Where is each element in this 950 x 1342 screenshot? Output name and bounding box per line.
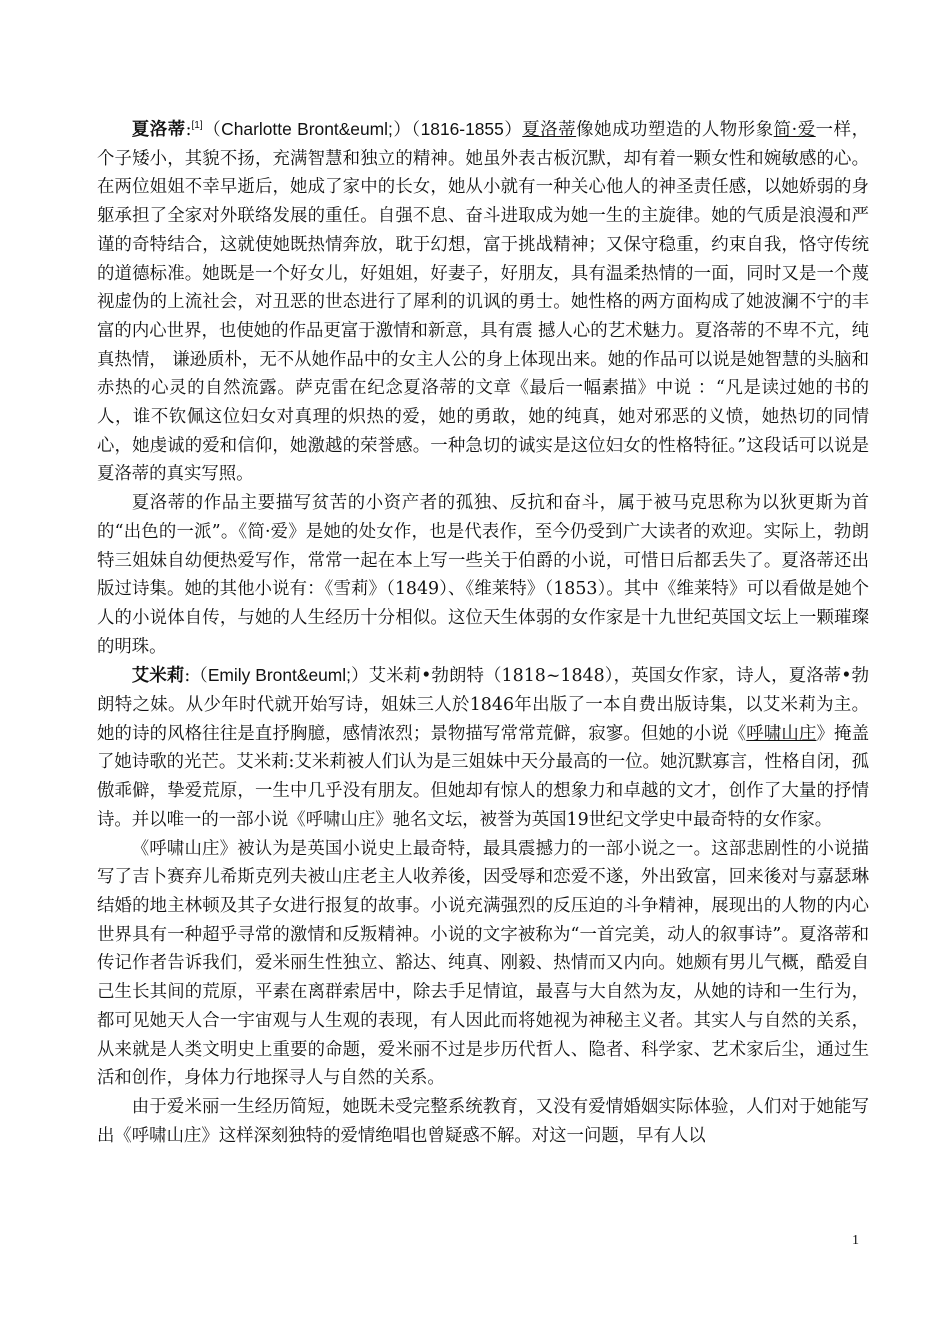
charlotte-text-part2: 一样，个子矮小，其貌不扬，充满智慧和独立的精神。她虽外表古板沉默，却有着一颗女性和婉敏感的心。在两位姐姐不幸早逝后，她成了家中的长女，她从小就有一种关心他人的神圣责任感，以她娇弱的身躯承担了全家对外联络发展的重任。自强不息、奋斗进取成为她一生的主旋律。她的气质是浪漫和严谨的奇特结合，这就使她既热情奔放，耽于幻想，富于挑战精神；又保守稳重，约束自我，恪守传统的道德标准。她既是一个好女儿，好姐姐，好妻子，好朋友，具有温柔热情的一面，同时又是一个蔑视虚伪的上流社会，对丑恶的世态进行了犀利的讥讽的勇士。她性格的两方面构成了她波澜不宁的丰富的内心世界，也使她的作品更富于激情和新意，具有震 撼人心的艺术魅力。夏洛蒂的不卑不亢，纯真热情， 谦逊质朴，无不从她作品中的女主人公的身上体现出来。她的作品可以说是她智慧的头脑和赤热的心灵的自然流露。萨克雷在纪念夏洛蒂的文章《最后一幅素描》中说 ：“凡是读过她的书的人，谁不钦佩这位妇女对真理的炽热的爱，她的勇敢，她的纯真，她对邪恶的义愤，她热切的同情心，她虔诚的爱和信仰，她激越的荣誉感。一种急切的诚实是这位妇女的性格特征。”这段话可以说是夏洛蒂的真实写照。 — [97, 120, 869, 485]
page-number: 1 — [852, 1233, 859, 1248]
charlotte-name-heading: 夏洛蒂 — [131, 119, 186, 139]
emily-latin-name: （Emily Bront&euml;） — [190, 665, 369, 686]
paragraph-emily — [97, 661, 869, 834]
wuthering-heights-hyperlink[interactable]: 呼啸山庄 — [746, 723, 817, 744]
paragraph-emily-experience: 由于爱米丽一生经历简短，她既未受完整系统教育，又没有爱情婚姻实际体验，人们对于她能写出《呼啸山庄》这样深刻独特的爱情绝唱也曾疑惑不解。对这一问题，早有人以 — [97, 1096, 869, 1146]
jane-eyre-hyperlink[interactable]: 简·爱 — [773, 120, 816, 140]
paragraph-charlotte — [97, 115, 869, 489]
charlotte-latin-name: （Charlotte Bront&euml;）（1816-1855） — [202, 119, 523, 139]
paragraph-wuthering-heights: 《呼啸山庄》被认为是英国小说史上最奇特，最具震撼力的一部小说之一。这部悲剧性的小说描写了吉卜赛弃儿希斯克列夫被山庄老主人收养後，因受辱和恋爱不遂，外出致富，回来後对与嘉瑟琳结婚的地主林顿及其子女进行报复的故事。小说充满强烈的反压迫的斗争精神，展现出的人物的内心世界具有一种超乎寻常的激情和反叛精神。小说的文字被称为“一首完美，动人的叙事诗”。夏洛蒂和传记作者告诉我们，爱米丽生性独立、豁达、纯真、刚毅、热情而又内向。她颇有男儿气概，酷爱自己生长其间的荒原，平素在离群索居中，除去手足情谊，最喜与大自然为友，从她的诗和一生行为，都可见她天人合一宇宙观与人生观的表现，有人因此而将她视为神秘主义者。其实人与自然的关系，从来就是人类文明史上重要的命题，爱米丽不过是步历代哲人、隐者、科学家、艺术家后尘，通过生活和创作，身体力行地探寻人与自然的关系。 — [97, 838, 869, 1089]
emily-colon: : — [184, 666, 191, 687]
charlotte-text-part1: 像她成功塑造的人物形象 — [576, 120, 774, 140]
document-body — [97, 115, 869, 1150]
footnote-reference-link[interactable]: [1] — [191, 120, 203, 132]
paragraph-charlotte-works: 夏洛蒂的作品主要描写贫苦的小资产者的孤独、反抗和奋斗，属于被马克思称为以狄更斯为首的“出色的一派”。《简·爱》是她的处女作，也是代表作，至今仍受到广大读者的欢迎。实际上，勃朗特三姐妹自幼便热爱写作，常常一起在本上写一些关于伯爵的小说，可惜日后都丢失了。夏洛蒂还出版过诗集。她的其他小说有：《雪莉》（1849）、《维莱特》（1853）。其中《维莱特》可以看做是她个人的小说体自传，与她的人生经历十分相似。这位天生体弱的女作家是十九世纪英国文坛上一颗璀璨的明珠。 — [97, 493, 869, 657]
emily-text-part2: 》掩盖了她诗歌的光芒。艾米莉:艾米莉被人们认为是三姐妹中天分最高的一位。她沉默寡言，性格自闭，孤傲乖僻，挚爱荒原，一生中几乎没有朋友。但她却有惊人的想象力和卓越的文才，创作了大量的抒情诗。并以唯一的一部小说《呼啸山庄》驰名文坛，被誉为英国19世纪文学史中最奇特的女作家。 — [97, 723, 869, 830]
emily-text-part1: 艾米莉•勃朗特（1818~1848），英国女作家，诗人，夏洛蒂•勃朗特之妹。从少年时代就开始写诗，姐妹三人於1846年出版了一本自费出版诗集，以艾米莉为主。她的诗的风格往往是直抒胸臆，感情浓烈；景物描写常常荒僻，寂寥。但她的小说《 — [97, 666, 869, 744]
charlotte-colon: : — [185, 120, 192, 140]
charlotte-hyperlink[interactable]: 夏洛蒂 — [522, 120, 577, 140]
emily-name-heading: 艾米莉 — [131, 665, 185, 686]
